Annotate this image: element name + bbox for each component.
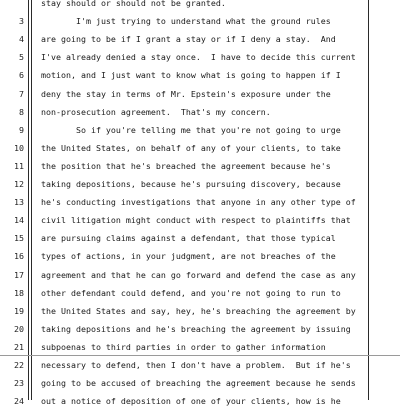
transcript-line: [0, 302, 400, 320]
line-text: are pursuing claims against a defendant, that those typical: [41, 233, 336, 244]
transcript-line: [0, 211, 400, 229]
line-text: other defendant could defend, and you're not going to run to: [41, 287, 341, 298]
transcript-line: [0, 48, 400, 66]
transcript-line: [0, 392, 400, 410]
transcript-line: [0, 12, 400, 30]
transcript-line: [0, 374, 400, 392]
line-text: the United States and say, hey, he's breaching the agreement by: [41, 305, 356, 316]
line-number: 10: [14, 142, 24, 153]
line-number: 8: [19, 106, 24, 117]
line-text: motion, and I just want to know what is going to happen if I: [41, 70, 341, 81]
transcript-line: [0, 247, 400, 265]
transcript-line: [0, 193, 400, 211]
line-text: agreement and that he can go forward and defend the case as any: [41, 269, 356, 280]
line-text: stay should or should not be granted.: [41, 0, 226, 8]
line-text: the United States, on behalf of any of your clients, to take: [41, 142, 341, 153]
line-text: I've already denied a stay once. I have to decide this current: [41, 52, 356, 63]
line-number: 13: [14, 197, 24, 208]
line-number: 18: [14, 287, 24, 298]
line-text: types of actions, in your judgment, are not breaches of the: [41, 251, 336, 262]
line-text: going to be accused of breaching the agreement because he sends: [41, 378, 356, 389]
transcript-line: [0, 175, 400, 193]
transcript-line: [0, 266, 400, 284]
line-text: he's conducting investigations that anyone in any other type of: [41, 197, 356, 208]
transcript-line: [0, 229, 400, 247]
line-number: 23: [14, 378, 24, 389]
line-text: subpoenas to third parties in order to gather information: [41, 341, 326, 352]
line-number: 19: [14, 305, 24, 316]
line-number: 6: [19, 70, 24, 81]
line-number: 5: [19, 52, 24, 63]
line-text: civil litigation might conduct with respect to plaintiffs that: [41, 215, 351, 226]
line-number: 21: [14, 341, 24, 352]
transcript-line: [0, 85, 400, 103]
transcript-line: [0, 0, 400, 12]
transcript-line: [0, 103, 400, 121]
line-text: I'm just trying to understand what the ground rules: [41, 16, 331, 27]
transcript-line: [0, 356, 400, 374]
transcript-line: [0, 30, 400, 48]
line-text: non-prosecution agreement. That's my concern.: [41, 106, 271, 117]
line-number: 7: [19, 88, 24, 99]
line-text: taking depositions, because he's pursuing discovery, because: [41, 179, 341, 189]
line-number: 15: [14, 233, 24, 244]
line-text: So if you're telling me that you're not going to urge: [41, 124, 341, 135]
line-text: the position that he's breached the agreement because he's: [41, 160, 331, 171]
line-number: 22: [14, 360, 24, 370]
transcript-line: [0, 338, 400, 356]
transcript-line: [0, 121, 400, 139]
transcript-line: [0, 320, 400, 338]
transcript-line: [0, 157, 400, 175]
line-text: out a notice of deposition of one of your clients, how is he: [41, 396, 341, 407]
line-number: 14: [14, 215, 24, 226]
transcript-line: [0, 139, 400, 157]
line-number: 16: [14, 251, 24, 262]
line-number: 3: [19, 16, 24, 27]
line-number: 24: [14, 396, 24, 407]
line-number: 11: [14, 160, 24, 171]
line-number: 9: [19, 124, 24, 135]
transcript-line: [0, 66, 400, 84]
line-text: deny the stay in terms of Mr. Epstein's exposure under the: [41, 88, 331, 99]
line-number: 12: [14, 179, 24, 189]
line-number: 17: [14, 269, 24, 280]
line-number: 4: [19, 34, 24, 45]
transcript-line: [0, 284, 400, 302]
line-text: are going to be if I grant a stay or if I deny a stay. And: [41, 34, 336, 45]
line-number: 20: [14, 323, 24, 334]
line-text: taking depositions and he's breaching the agreement by issuing: [41, 323, 351, 334]
line-text: necessary to defend, then I don't have a problem. But if he's: [41, 360, 351, 370]
